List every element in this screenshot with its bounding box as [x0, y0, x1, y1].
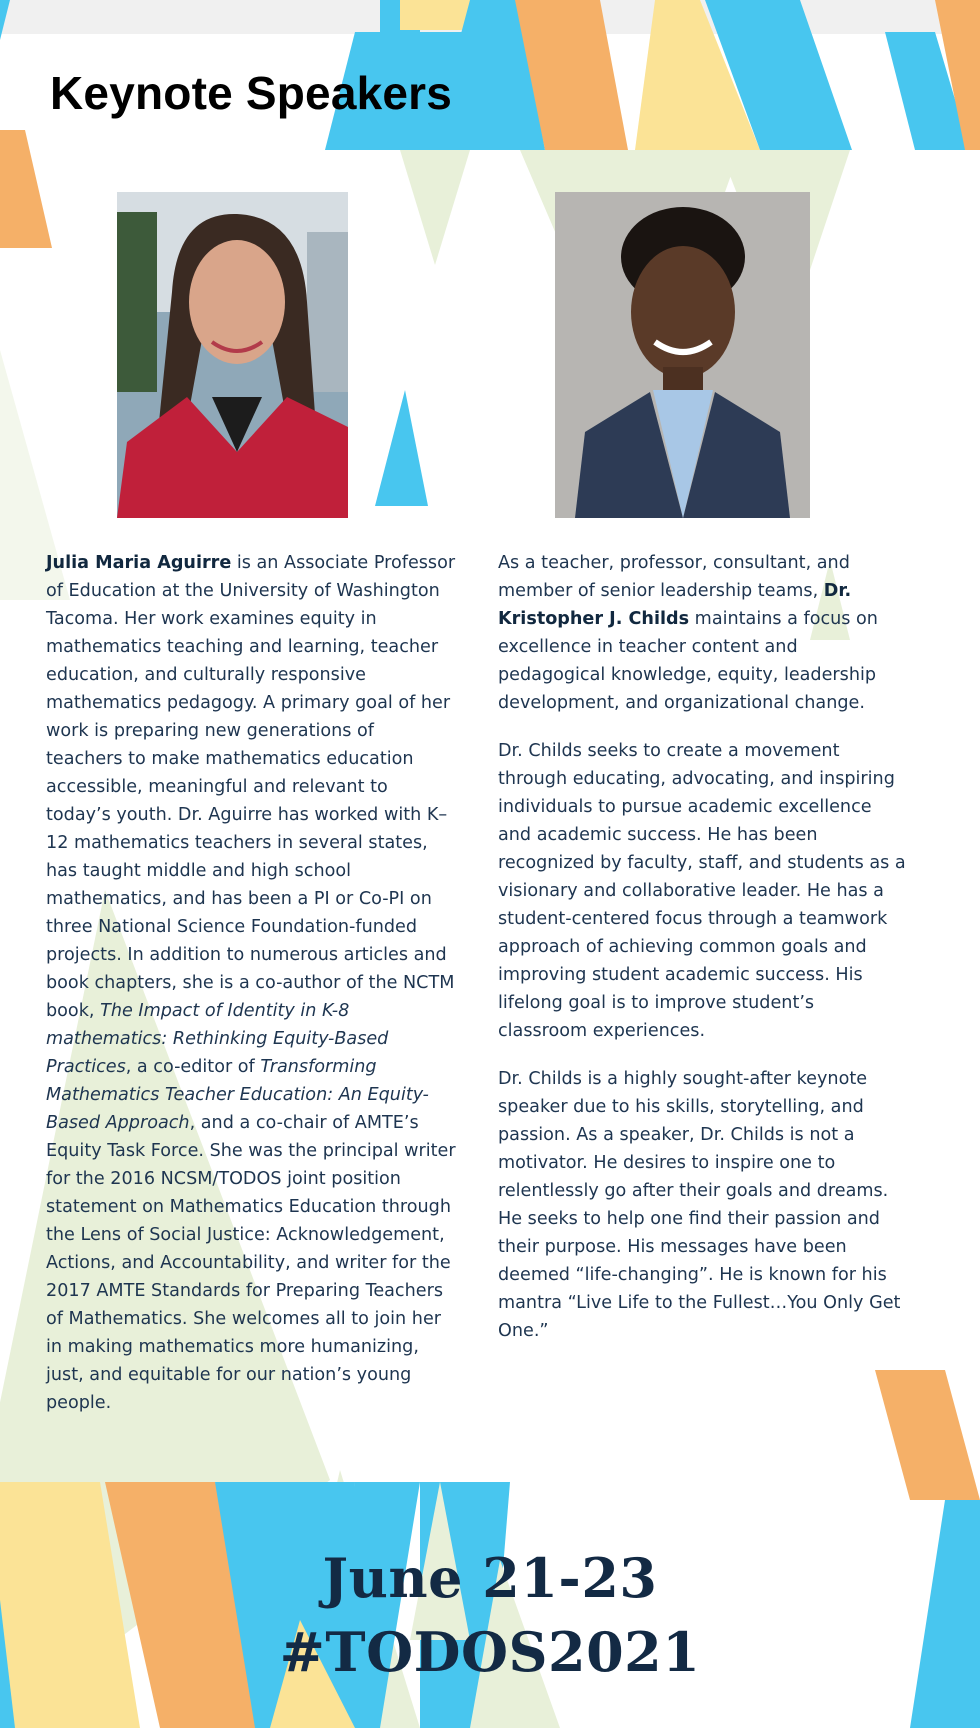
bio-text: , and a co-chair of AMTE’s Equity Task Force. She was the principal writer for the 2016 NCSM/TODOS joint position statement on Mathematics Education through the Lens of Social Justice: Acknowledgement, Actions, and Accountability, and writer for the 2017 AMTE Standards for Preparing Teachers of Mathematics. She welcomes all to join her in making mathematics more humanizing, just, and equitable for our nation’s young people. — [46, 1113, 456, 1413]
event-dates: June 21-23 — [322, 1546, 658, 1610]
bio-text: maintains a focus on excellence in teacher content and pedagogical knowledge, equity, leadership development, and organizational change. — [498, 609, 878, 713]
bio-paragraph: Dr. Childs is a highly sought-after keynote speaker due to his skills, storytelling, and passion. As a speaker, Dr. Childs is not a motivator. He desires to inspire one to relentlessly go after their goals and dreams. He seeks to help one find their passion and their purpose. His messages have been deemed “life-changing”. He is known for his mantra “Live Life to the Fullest…You Only Get One.” — [498, 1069, 901, 1341]
bio-paragraph: Dr. Childs seeks to create a movement through educating, advocating, and inspiring individuals to pursue academic excellence and academic success. He has been recognized by faculty, staff, and students as a visionary and collaborative leader. He has a student-centered focus through a teamwork approach of achieving common goals and improving student academic success. His lifelong goal is to improve student’s classroom experiences. — [498, 741, 906, 1041]
book-title: Transforming Mathematics Teacher Education: An Equity-Based Approach — [46, 1057, 429, 1133]
book-title: The Impact of Identity in K-8 mathematics: Rethinking Equity-Based Practices — [46, 1001, 389, 1077]
speaker-name: Dr. Kristopher J. Childs — [498, 581, 852, 629]
bio-text: is an Associate Professor of Education at the University of Washington Tacoma. Her work examines equity in mathematics teaching and learning, teacher education, and culturally responsive mathematics pedagogy. A primary goal of her work is preparing new generations of teachers to make mathematics education accessible, meaningful and relevant to today’s youth. Dr. Aguirre has worked with K–12 mathematics teachers in several states, has taught middle and high school mathematics, and has been a PI or Co-PI on three National Science Foundation-funded projects. In addition to numerous articles and book chapters, she is a co-author of the NCTM book, — [46, 553, 456, 1021]
speaker-bio-childs — [498, 549, 908, 1365]
speaker-name: Julia Maria Aguirre — [46, 553, 232, 573]
event-hashtag: #TODOS2021 — [279, 1620, 701, 1684]
page-title: Keynote Speakers — [50, 67, 453, 119]
speaker-photo-childs — [555, 192, 810, 518]
speaker-bio-aguirre — [46, 549, 456, 1417]
bio-paragraph — [498, 549, 908, 717]
speaker-photo-aguirre — [117, 192, 348, 518]
bio-paragraph — [46, 549, 456, 1417]
bio-text: As a teacher, professor, consultant, and member of senior leadership teams, — [498, 553, 850, 601]
bio-text: , a co-editor of — [125, 1057, 261, 1077]
